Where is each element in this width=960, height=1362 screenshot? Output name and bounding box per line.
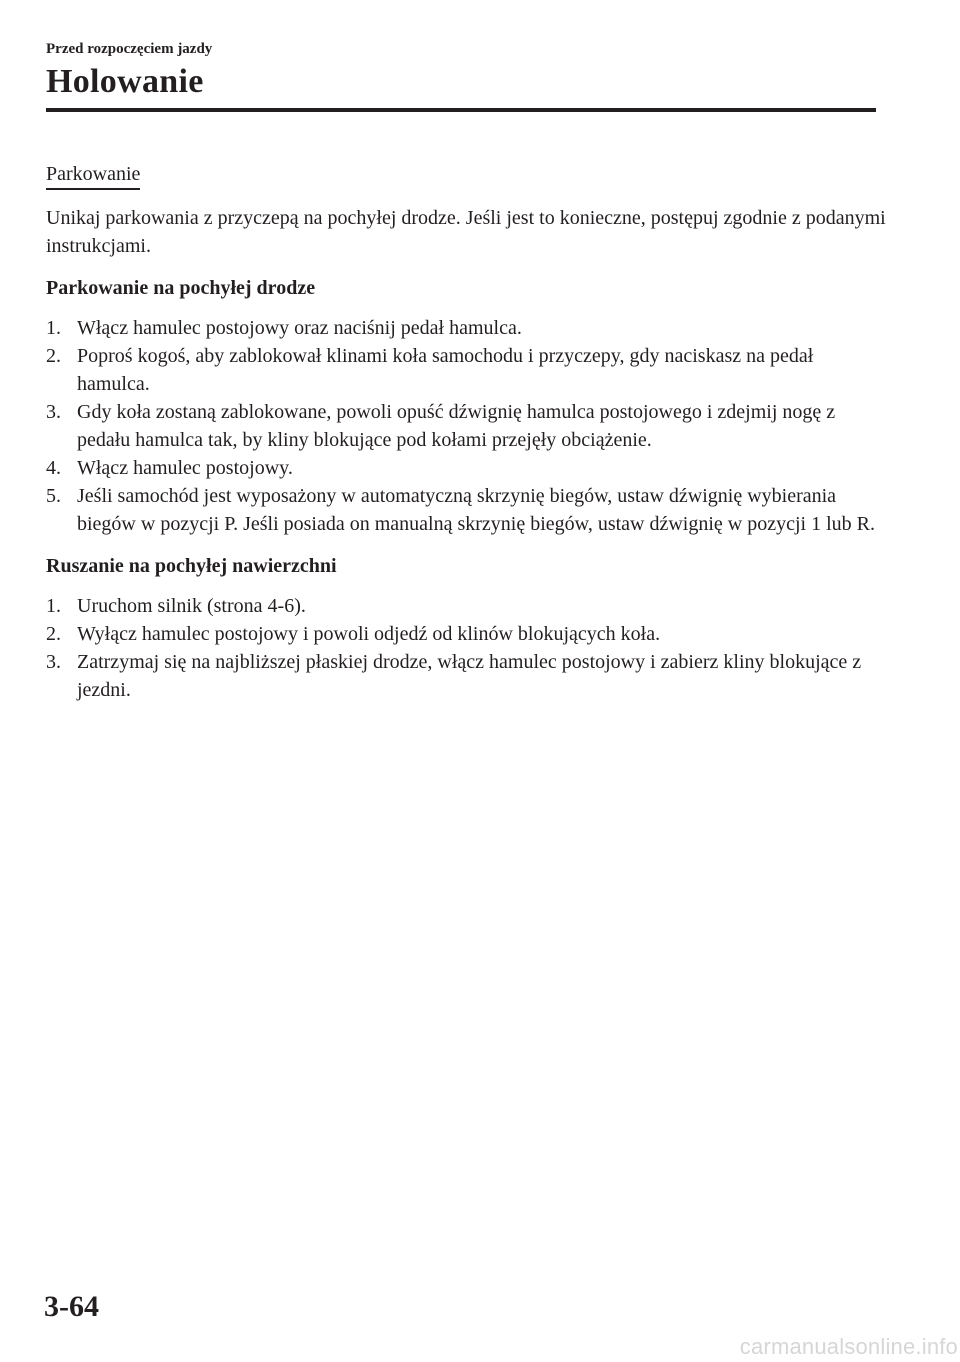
list-item xyxy=(46,454,886,482)
section-label: Przed rozpoczęciem jazdy xyxy=(46,41,213,57)
page-number: 3-64 xyxy=(44,1290,99,1323)
page-title: Holowanie xyxy=(46,63,204,100)
list-item xyxy=(46,342,886,398)
list-item xyxy=(46,592,886,620)
step-text: Włącz hamulec postojowy. xyxy=(77,457,293,479)
step-number: 5. xyxy=(46,485,61,507)
list-item xyxy=(46,398,886,454)
title-rule xyxy=(46,108,876,112)
step-text: Jeśli samochód jest wyposażony w automatyczną skrzynię biegów, ustaw dźwignię wybierania biegów w pozycji P. Jeśli posiada on manualną skrzynię biegów, ustaw dźwignię w pozycji 1 lub R. xyxy=(77,485,875,535)
main-content xyxy=(46,160,886,704)
step-number: 3. xyxy=(46,401,61,423)
step-number: 4. xyxy=(46,457,61,479)
step-number: 1. xyxy=(46,317,61,339)
step-text: Gdy koła zostaną zablokowane, powoli opuść dźwignię hamulca postojowego i zdejmij nogę z pedału hamulca tak, by kliny blokujące pod kołami przejęły obciążenie. xyxy=(77,401,836,451)
list-item xyxy=(46,620,886,648)
list-item xyxy=(46,482,886,538)
page-header xyxy=(46,40,876,102)
intro-paragraph: Unikaj parkowania z przyczepą na pochyłej drodze. Jeśli jest to konieczne, postępuj zgodnie z podanymi instrukcjami. xyxy=(46,207,886,257)
step-number: 1. xyxy=(46,595,61,617)
list-item xyxy=(46,314,886,342)
starting-steps-list xyxy=(46,592,886,704)
watermark-text: carmanualsonline.info xyxy=(739,1334,958,1359)
step-number: 2. xyxy=(46,345,61,367)
step-text: Uruchom silnik (strona 4-6). xyxy=(77,595,306,617)
list-item xyxy=(46,648,886,704)
step-number: 3. xyxy=(46,651,61,673)
subheading-parking: Parkowanie xyxy=(46,161,140,190)
step-text: Wyłącz hamulec postojowy i powoli odjedź od klinów blokujących koła. xyxy=(77,623,661,645)
step-text: Zatrzymaj się na najbliższej płaskiej drodze, włącz hamulec postojowy i zabierz kliny blokujące z jezdni. xyxy=(77,651,862,701)
starting-slope-heading: Ruszanie na pochyłej nawierzchni xyxy=(46,555,337,577)
step-number: 2. xyxy=(46,623,61,645)
step-text: Włącz hamulec postojowy oraz naciśnij pedał hamulca. xyxy=(77,317,522,339)
step-text: Poproś kogoś, aby zablokował klinami koła samochodu i przyczepy, gdy naciskasz na pedał hamulca. xyxy=(77,345,814,395)
parking-slope-heading: Parkowanie na pochyłej drodze xyxy=(46,277,316,299)
parking-steps-list xyxy=(46,314,886,538)
